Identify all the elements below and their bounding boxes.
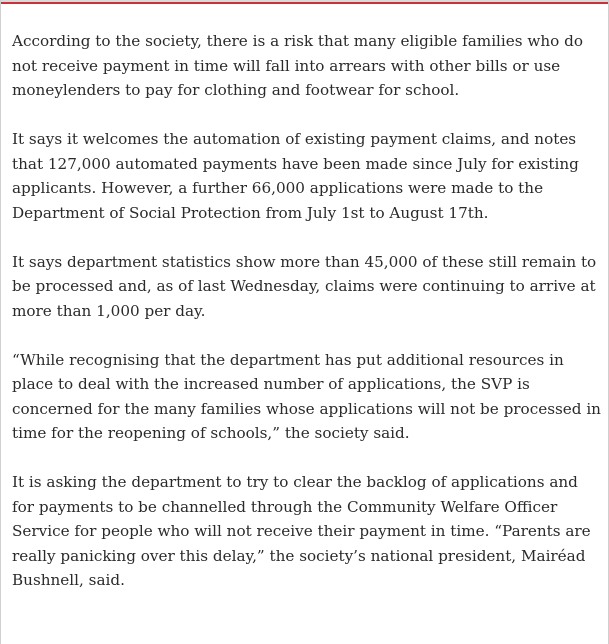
article-paragraph: It is asking the department to try to clear the backlog of applications and for payments to be channelled through the Community Welfare Officer Service for people who will not receive their payment in time. “Parents are really panicking over this delay,” the society’s national president, Mairéad Bushnell, said. <box>12 473 591 589</box>
article-paragraph: It says department statistics show more than 45,000 of these still remain to be processed and, as of last Wednesday, claims were continuing to arrive at more than 1,000 per day. <box>12 252 597 320</box>
article-paragraph: According to the society, there is a risk that many eligible families who do not receive payment in time will fall into arrears with other bills or use moneylenders to pay for clothing and footwear for school. <box>12 32 583 99</box>
article-body <box>12 29 602 617</box>
left-border <box>0 0 1 644</box>
article-paragraph: “While recognising that the department has put additional resources in place to deal with the increased number of applications, the SVP is concerned for the many families whose applications will not be processed in time for the reopening of schools,” the society said. <box>12 350 601 442</box>
top-accent-rule <box>0 0 609 4</box>
article-paragraph: It says it welcomes the automation of existing payment claims, and notes that 127,000 automated payments have been made since July for existing applicants. However, a further 66,000 applications were made to the Department of Social Protection from July 1st to August 17th. <box>12 130 579 222</box>
